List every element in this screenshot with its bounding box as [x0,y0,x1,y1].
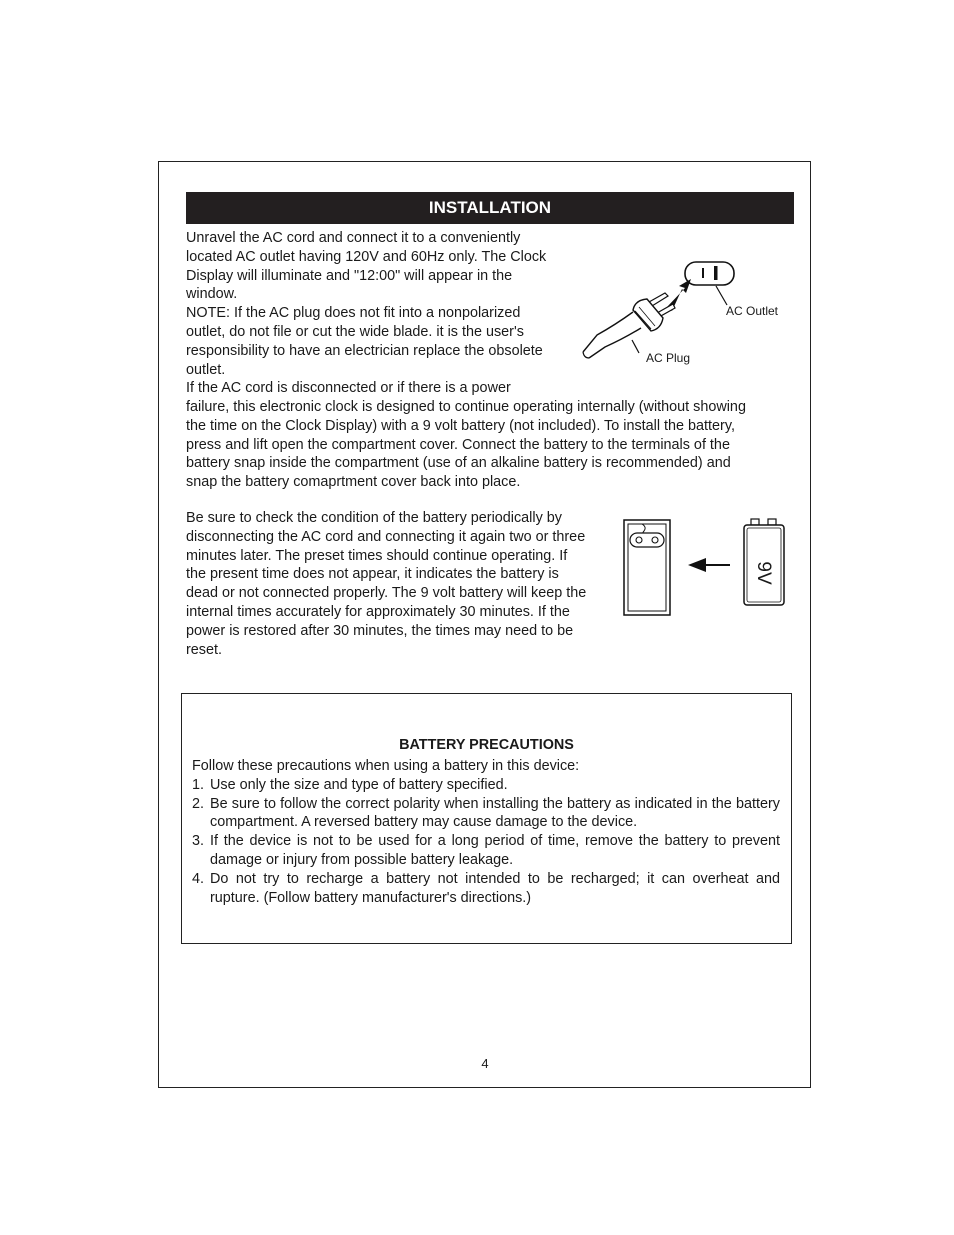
text-line: reset. [186,641,222,658]
precautions-list [192,776,780,908]
list-item [192,832,780,870]
text-line: Be sure to check the condition of the battery periodically by [186,510,562,526]
list-text: Do not try to recharge a battery not intended to be recharged; it can overheat and rupture. (Follow battery manufacturer's directions.) [210,870,780,906]
text-line: outlet. [186,361,226,378]
text-line: battery snap inside the compartment (use of an alkaline battery is recommended) and [186,455,731,472]
ac-plug-label: AC Plug [646,351,691,365]
ac-outlet-label: AC Outlet [726,304,779,318]
page-number: 4 [481,1056,489,1071]
section-title-installation: INSTALLATION [186,192,794,224]
precautions-title: BATTERY PRECAUTIONS [399,737,574,753]
text-line: the present time does not appear, it indicates the battery is [186,566,559,583]
list-item [192,870,780,908]
text-line: NOTE: If the AC plug does not fit into a nonpolarized [186,305,521,322]
text-line: Unravel the AC cord and connect it to a conveniently [186,230,521,246]
list-number: 4. [192,870,205,887]
text-line: dead or not connected properly. The 9 volt battery will keep the [186,585,587,602]
precautions-body [192,757,780,907]
list-text: If the device is not to be used for a long period of time, remove the battery to prevent damage or injury from possible battery leakage. [210,833,780,868]
text-line: failure, this electronic clock is designed to continue operating internally (without showing [186,399,746,415]
battery-compartment-icon [624,520,670,615]
text-line: Display will illuminate and "12:00" will appear in the [186,267,513,284]
precautions-intro: Follow these precautions when using a battery in this device: [192,758,580,774]
battery-label: 9V [753,561,774,585]
text-line: minutes later. The preset times should continue operating. If [186,547,568,564]
list-text: Be sure to follow the correct polarity when installing the battery as indicated in the battery compartment. A reversed battery may cause damage to the device. [210,795,780,831]
list-text: Use only the size and type of battery specified. [210,776,508,793]
install-paragraph-1-continued [186,398,791,492]
text-line: window. [186,286,238,303]
text-line: responsibility to have an electrician replace the obsolete [186,342,543,359]
text-line: disconnecting the AC cord and connecting it again two or three [186,528,586,545]
text-line: press and lift open the compartment cover. Connect the battery to the terminals of the [186,436,730,453]
text-line: power is restored after 30 minutes, the times may need to be [186,622,574,639]
list-item [192,795,780,833]
ac-outlet-icon [685,262,734,285]
text-line: the time on the Clock Display) with a 9 volt battery (not included). To install the battery, [186,417,735,434]
insert-arrow-icon [688,558,730,572]
list-number: 1. [192,776,205,793]
text-line: internal times accurately for approximately 30 minutes. If the [186,603,570,620]
text-line: located AC outlet having 120V and 60Hz only. The Clock [186,248,547,265]
list-item [192,776,780,795]
text-line: outlet, do not file or cut the wide blade. it is the user's [186,323,524,340]
install-paragraph-1 [186,229,575,398]
list-number: 2. [192,795,205,812]
text-line: snap the battery comaprtment cover back into place. [186,474,521,491]
install-paragraph-2 [186,509,619,659]
text-line: If the AC cord is disconnected or if there is a power [186,380,511,397]
list-number: 3. [192,833,205,850]
